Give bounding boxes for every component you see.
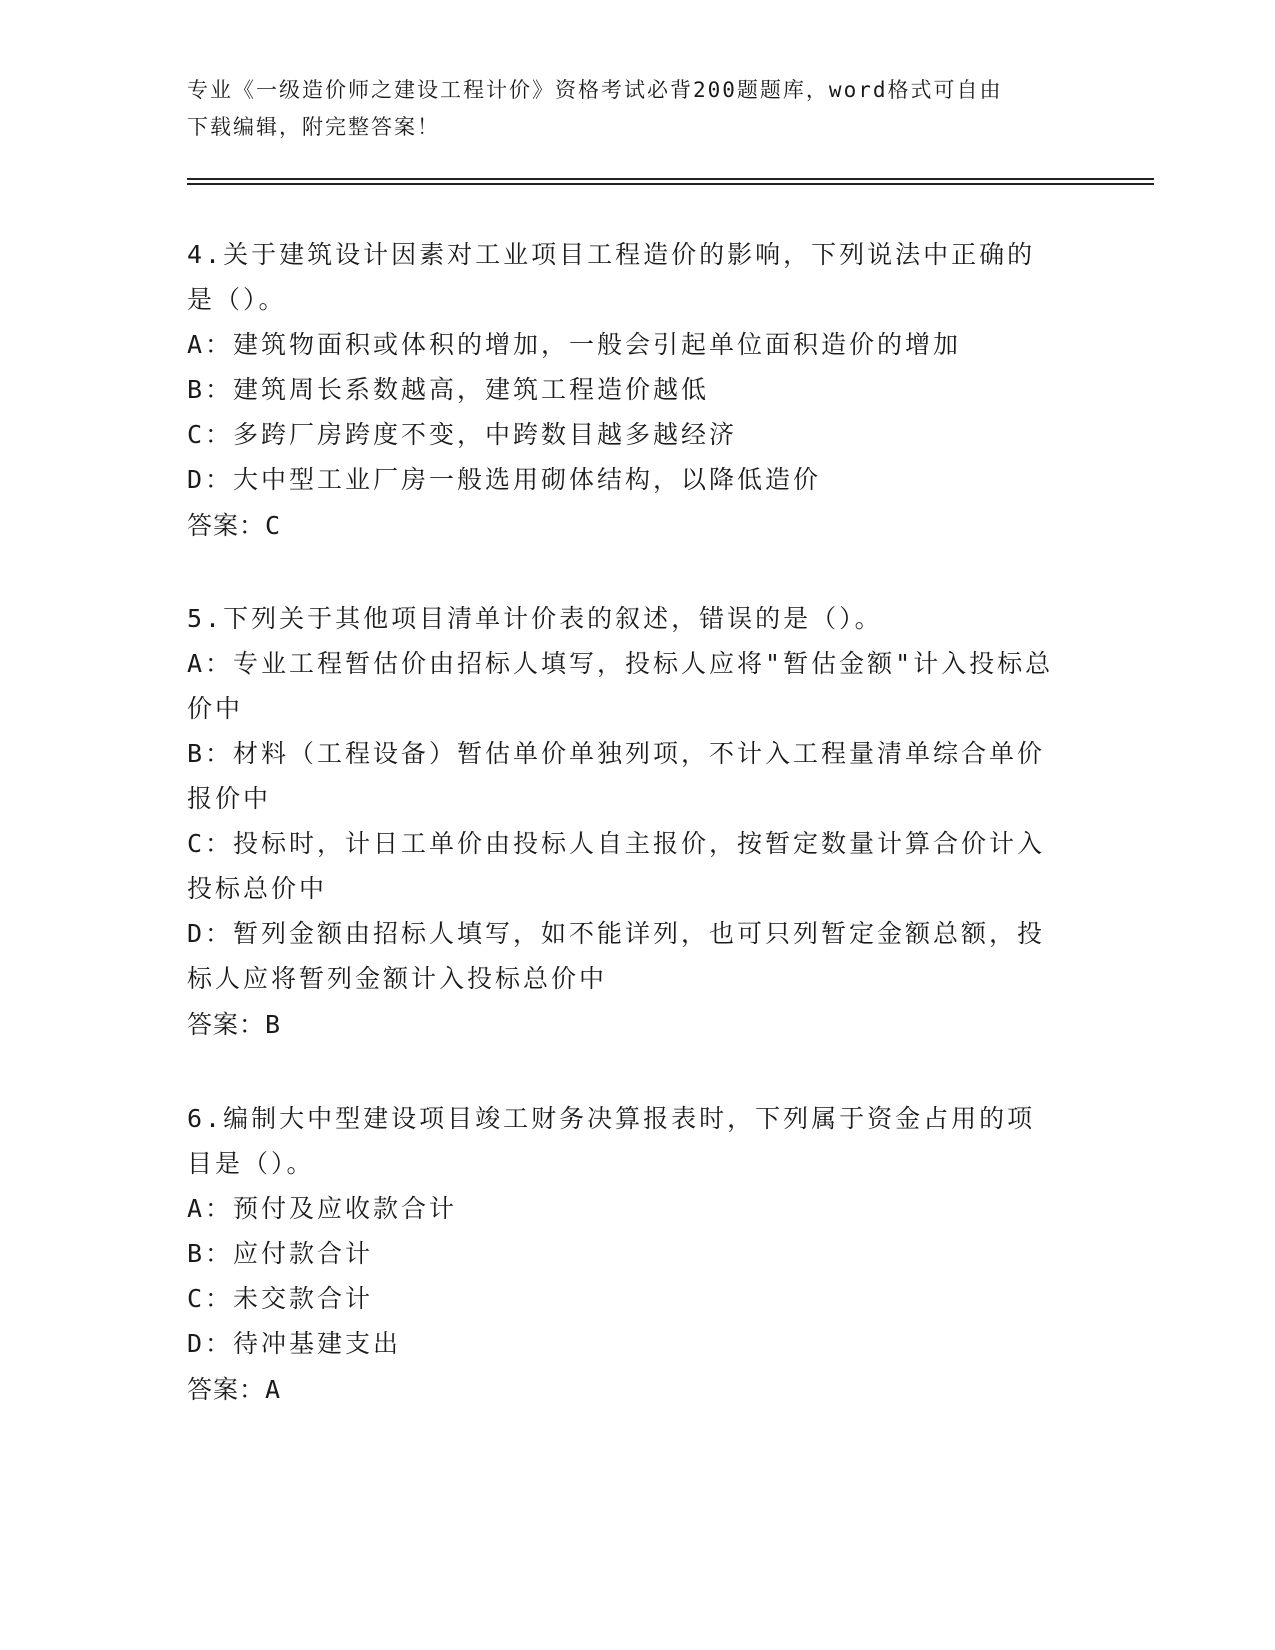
option-b: B：材料（工程设备）暂估单价单独列项，不计入工程量清单综合单价 <box>187 739 1046 768</box>
answer-line <box>187 502 1067 550</box>
question-stem-line: 5.下列关于其他项目清单计价表的叙述，错误的是（）。 <box>187 604 883 633</box>
option-d-cont: 标人应将暂列金额计入投标总价中 <box>187 964 608 993</box>
answer-value: B <box>265 1010 282 1039</box>
option-b: B：建筑周长系数越高，建筑工程造价越低 <box>187 375 710 404</box>
document-header <box>187 72 1067 146</box>
option-a: A：预付及应收款合计 <box>187 1194 458 1223</box>
answer-label: 答案： <box>187 1011 266 1039</box>
question-stem-line: 目是（）。 <box>187 1149 315 1178</box>
question-stem-line: 6.编制大中型建设项目竣工财务决算报表时，下列属于资金占用的项 <box>187 1104 1036 1133</box>
header-line-2: 下载编辑，附完整答案！ <box>187 115 440 139</box>
answer-value: C <box>265 511 282 540</box>
question-stem-line: 4.关于建筑设计因素对工业项目工程造价的影响，下列说法中正确的 <box>187 240 1036 269</box>
option-a: A：专业工程暂估价由招标人填写，投标人应将"暂估金额"计入投标总 <box>187 649 1054 678</box>
option-c: C：投标时，计日工单价由投标人自主报价，按暂定数量计算合价计入 <box>187 829 1046 858</box>
header-divider-bottom <box>187 183 1154 185</box>
question-6 <box>187 1096 1067 1414</box>
option-a-cont: 价中 <box>187 694 244 723</box>
answer-line <box>187 1366 1067 1414</box>
option-b-cont: 报价中 <box>187 784 272 813</box>
question-5 <box>187 596 1067 1049</box>
option-b: B：应付款合计 <box>187 1239 374 1268</box>
header-line-1: 专业《一级造价师之建设工程计价》资格考试必背200题题库，word格式可自由 <box>187 78 1003 102</box>
option-a: A：建筑物面积或体积的增加，一般会引起单位面积造价的增加 <box>187 330 962 359</box>
option-c-cont: 投标总价中 <box>187 874 328 903</box>
answer-label: 答案： <box>187 512 266 540</box>
answer-value: A <box>265 1375 282 1404</box>
question-4 <box>187 232 1067 550</box>
option-d: D：暂列金额由招标人填写，如不能详列，也可只列暂定金额总额，投 <box>187 919 1046 948</box>
answer-label: 答案： <box>187 1376 266 1404</box>
answer-line <box>187 1001 1067 1049</box>
question-stem-line: 是（）。 <box>187 285 287 314</box>
option-d: D：待冲基建支出 <box>187 1329 402 1358</box>
header-divider-top <box>187 178 1154 180</box>
option-d: D：大中型工业厂房一般选用砌体结构，以降低造价 <box>187 465 822 494</box>
option-c: C：多跨厂房跨度不变，中跨数目越多越经济 <box>187 420 738 449</box>
option-c: C：未交款合计 <box>187 1284 374 1313</box>
